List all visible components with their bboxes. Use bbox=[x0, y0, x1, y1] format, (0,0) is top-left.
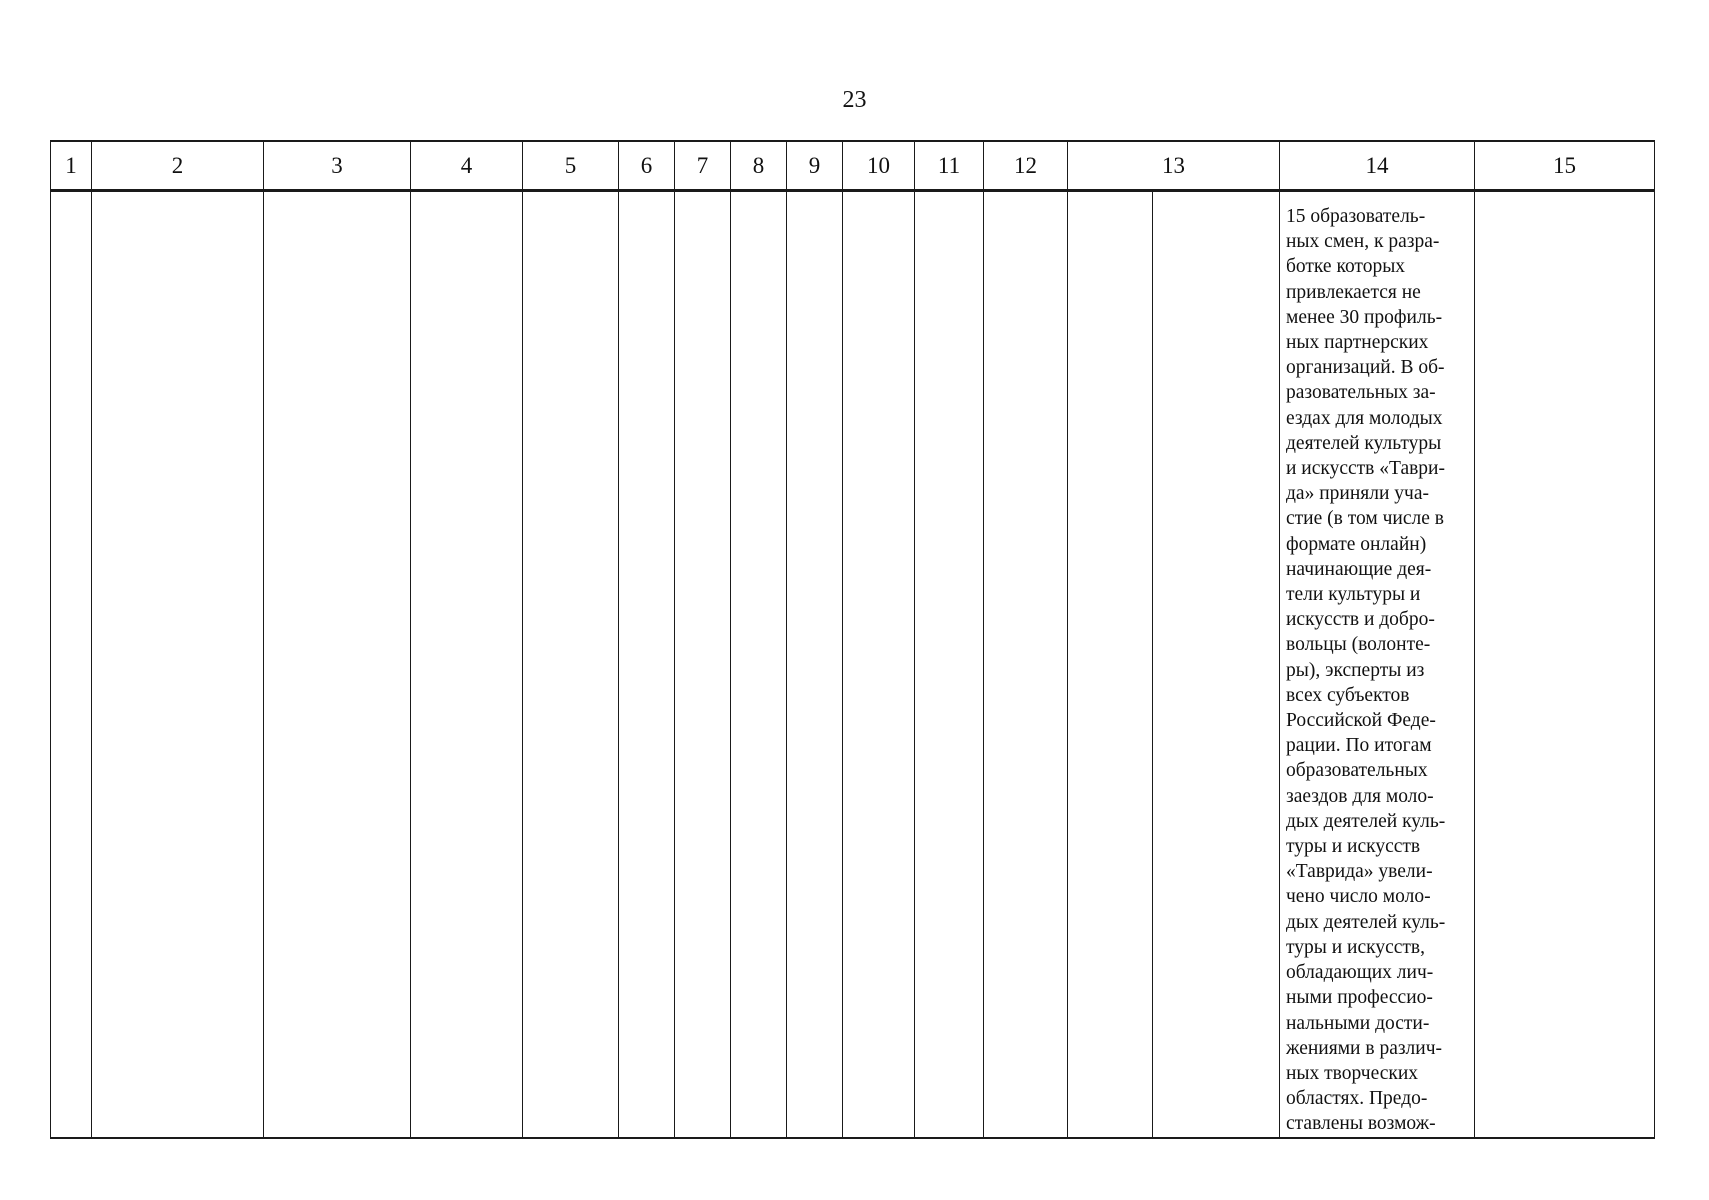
data-table bbox=[50, 140, 1655, 1139]
cell-col-2 bbox=[92, 191, 264, 1138]
text-line: ных партнерских bbox=[1286, 332, 1429, 354]
column-header-10: 10 bbox=[843, 141, 915, 191]
cell-col-12 bbox=[984, 191, 1068, 1138]
column-header-6: 6 bbox=[619, 141, 675, 191]
column-header-12: 12 bbox=[984, 141, 1068, 191]
cell-col-13a bbox=[1068, 191, 1153, 1138]
column-header-9: 9 bbox=[787, 141, 843, 191]
cell-col-13b bbox=[1153, 191, 1280, 1138]
column-header-2: 2 bbox=[92, 141, 264, 191]
text-line: ры), эксперты из bbox=[1286, 659, 1425, 681]
text-line: рации. По итогам bbox=[1286, 735, 1432, 757]
text-line: разовательных за- bbox=[1286, 382, 1436, 404]
text-line: областях. Предо- bbox=[1286, 1088, 1428, 1110]
cell-col-9 bbox=[787, 191, 843, 1138]
text-line: и искусств «Таври- bbox=[1286, 458, 1445, 480]
text-line: образовательных bbox=[1286, 760, 1428, 782]
column-header-15: 15 bbox=[1475, 141, 1655, 191]
text-line: тели культуры и bbox=[1286, 584, 1421, 606]
text-line: туры и искусств bbox=[1286, 836, 1421, 858]
header-row bbox=[51, 141, 1655, 191]
cell-text-col-14 bbox=[1280, 192, 1474, 1137]
text-line: ными профессио- bbox=[1286, 987, 1433, 1009]
text-line: формате онлайн) bbox=[1286, 533, 1427, 555]
cell-col-6 bbox=[619, 191, 675, 1138]
cell-col-5 bbox=[523, 191, 619, 1138]
cell-col-10 bbox=[843, 191, 915, 1138]
cell-col-3 bbox=[264, 191, 411, 1138]
cell-col-7 bbox=[675, 191, 731, 1138]
cell-col-4 bbox=[411, 191, 523, 1138]
text-line: начинающие дея- bbox=[1286, 558, 1432, 580]
text-line: заездов для моло- bbox=[1286, 785, 1434, 807]
column-header-13: 13 bbox=[1068, 141, 1280, 191]
text-line: жениями в различ- bbox=[1286, 1037, 1443, 1059]
text-line: искусств и добро- bbox=[1286, 609, 1435, 631]
text-line: Российской Феде- bbox=[1286, 710, 1436, 732]
text-line: дых деятелей куль- bbox=[1286, 810, 1446, 832]
cell-col-8 bbox=[731, 191, 787, 1138]
text-line: ездах для молодых bbox=[1286, 407, 1443, 429]
cell-col-15 bbox=[1475, 191, 1655, 1138]
text-line: организаций. В об- bbox=[1286, 357, 1445, 379]
text-line: деятелей культуры bbox=[1286, 432, 1442, 454]
column-header-3: 3 bbox=[264, 141, 411, 191]
text-line: вольцы (волонте- bbox=[1286, 634, 1431, 656]
text-line: обладающих лич- bbox=[1286, 962, 1434, 984]
column-header-11: 11 bbox=[915, 141, 984, 191]
cell-col-11 bbox=[915, 191, 984, 1138]
text-line: нальными дости- bbox=[1286, 1012, 1430, 1034]
text-line: всех субъектов bbox=[1286, 684, 1410, 706]
column-header-14: 14 bbox=[1280, 141, 1475, 191]
text-line: туры и искусств, bbox=[1286, 936, 1426, 958]
text-line: ботке которых bbox=[1286, 256, 1406, 278]
text-line: да» приняли уча- bbox=[1286, 483, 1429, 505]
text-line: чено число моло- bbox=[1286, 886, 1431, 908]
column-header-4: 4 bbox=[411, 141, 523, 191]
page-number: 23 bbox=[842, 87, 867, 113]
text-line: менее 30 профиль- bbox=[1286, 306, 1443, 328]
text-line: ставлены возмож- bbox=[1286, 1113, 1436, 1135]
column-header-1: 1 bbox=[51, 141, 92, 191]
text-line: ных смен, к разра- bbox=[1286, 231, 1440, 253]
text-line: дых деятелей куль- bbox=[1286, 911, 1446, 933]
text-line: стие (в том числе в bbox=[1286, 508, 1444, 530]
column-header-5: 5 bbox=[523, 141, 619, 191]
table-row bbox=[51, 191, 1655, 1138]
text-line: ных творческих bbox=[1286, 1062, 1419, 1084]
cell-col-14 bbox=[1280, 191, 1475, 1138]
column-header-8: 8 bbox=[731, 141, 787, 191]
cell-col-1 bbox=[51, 191, 92, 1138]
column-header-7: 7 bbox=[675, 141, 731, 191]
text-line: «Таврида» увели- bbox=[1286, 861, 1433, 883]
text-line: привлекается не bbox=[1286, 281, 1421, 303]
text-line: 15 образователь- bbox=[1286, 206, 1426, 227]
